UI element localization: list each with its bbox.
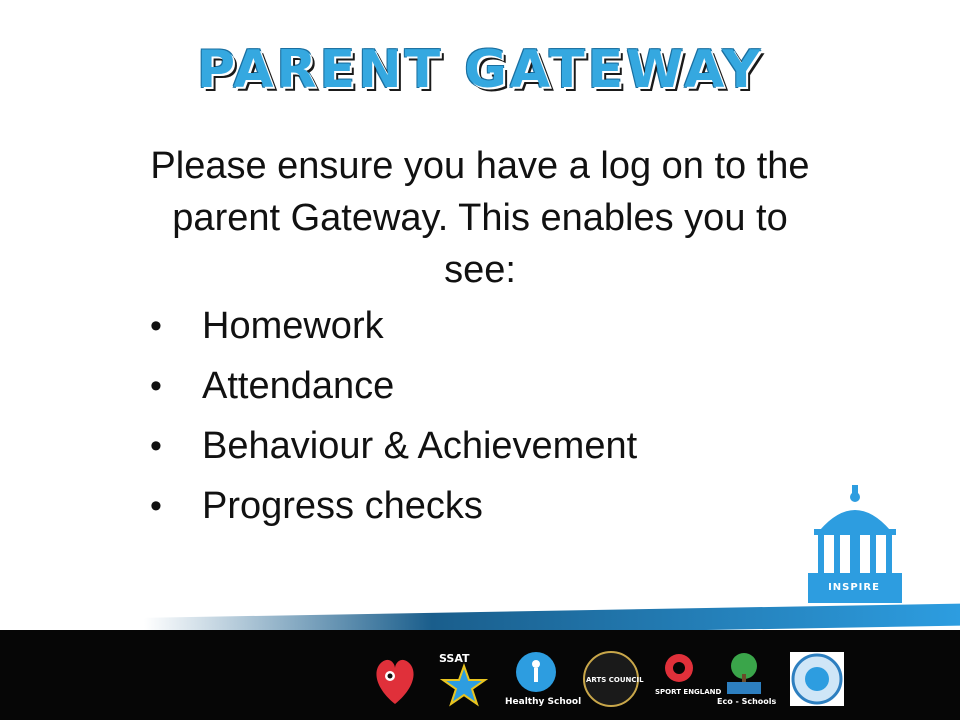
crest-label: INSPIRE: [828, 582, 880, 593]
rights-respecting-badge-icon: [788, 650, 846, 708]
bullet-item: [150, 416, 637, 476]
bullet-item: [150, 476, 637, 536]
ssat-logo-label: SSAT: [439, 652, 470, 665]
bullet-item: [150, 296, 637, 356]
heart-logo-icon: [370, 650, 420, 708]
bullet-label: Behaviour & Achievement: [202, 425, 638, 467]
arts-council-logo-icon: [580, 650, 642, 708]
arts-council-label: ARTS COUNCIL: [586, 676, 644, 684]
bullet-label: Progress checks: [202, 485, 483, 527]
eco-schools-logo-icon: [715, 650, 777, 708]
bullet-dot-icon: •: [150, 307, 162, 345]
bullet-label: Attendance: [202, 365, 395, 407]
bullet-list: [150, 296, 637, 536]
slide-title: PARENT GATEWAY: [196, 40, 764, 100]
ssat-star-logo-icon: [435, 650, 493, 708]
sport-england-label: SPORT ENGLAND: [655, 688, 722, 696]
bullet-item: [150, 356, 637, 416]
healthy-school-label: Healthy School: [505, 697, 582, 707]
bullet-dot-icon: •: [150, 367, 162, 405]
intro-text: Please ensure you have a log on to the parent Gateway. This enables you to see:: [150, 145, 810, 291]
bullet-dot-icon: •: [150, 487, 162, 525]
healthy-school-logo-icon: [505, 650, 582, 708]
eco-schools-label: Eco - Schools: [717, 697, 777, 706]
sport-england-logo-icon: [655, 650, 722, 708]
accreditation-logos: [360, 650, 950, 710]
bullet-dot-icon: •: [150, 427, 162, 465]
bullet-label: Homework: [202, 305, 384, 347]
